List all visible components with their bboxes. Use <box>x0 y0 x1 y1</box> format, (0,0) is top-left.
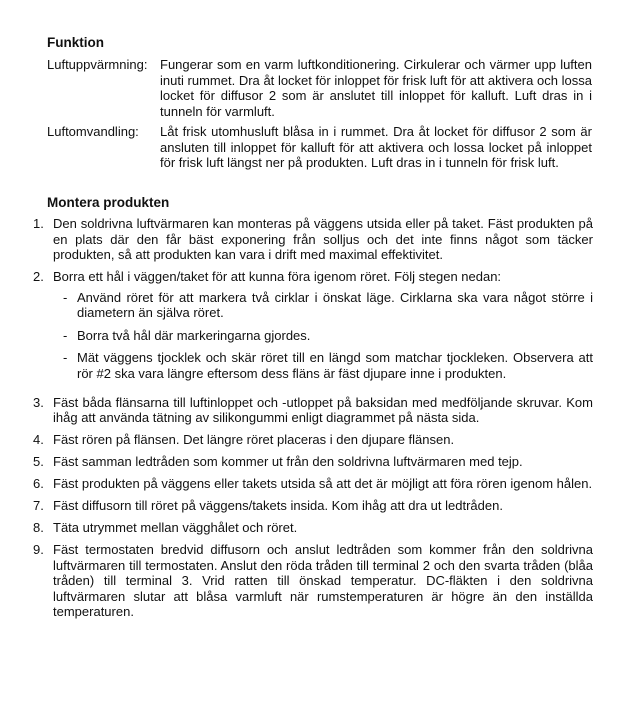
funktion-text: Låt frisk utomhusluft blåsa in i rummet. Dra åt locket för diffusor 2 som är ansluten till inloppet för kalluft för att aktivera och lossa locket på inloppet för frisk luft längst ner på produkten. Luft dras in i tunneln för frisk luft. <box>160 124 592 170</box>
step-text: Täta utrymmet mellan vägghålet och röret. <box>53 520 298 535</box>
funktion-row-luftomvandling <box>47 124 592 171</box>
funktion-text: Fungerar som en varm luftkonditionering. Cirkulerar och värmer upp luften inuti rummet. Dra åt locket för inloppet för frisk luft för att aktivera och lossa locket för diffusor 2 som är anslutet till inloppet för kalluft. Luft dras in i tunneln för varmluft. <box>160 57 592 119</box>
step-item <box>33 498 593 514</box>
substep-dash: - <box>63 289 68 305</box>
step-body <box>53 498 593 514</box>
funktion-heading: Funktion <box>47 35 104 50</box>
step-number: 3. <box>33 394 44 410</box>
step-item <box>33 395 593 426</box>
montera-heading: Montera produkten <box>47 195 170 210</box>
step-text: Fäst rören på flänsen. Det längre röret placeras i den djupare flänsen. <box>53 432 455 447</box>
substep-dash: - <box>63 350 68 365</box>
step-number: 1. <box>33 216 44 231</box>
step-item <box>33 269 593 388</box>
step-item <box>33 520 593 536</box>
step-number: 2. <box>33 269 44 284</box>
funktion-label: Luftomvandling: <box>47 124 139 139</box>
step-body <box>53 395 593 426</box>
substep-item <box>53 328 593 344</box>
step-body <box>53 520 593 536</box>
substep-dash: - <box>63 327 68 343</box>
step-item <box>33 542 593 620</box>
substep-text: Mät väggens tjocklek och skär röret till en längd som matchar tjockleken. Observera att rör #2 ska vara längre eftersom dess fläns är fäst djupare inne i produkten. <box>77 350 593 381</box>
step-text: Borra ett hål i väggen/taket för att kunna föra igenom röret. Följ stegen nedan: <box>53 269 502 284</box>
substep-list <box>53 290 593 382</box>
step-text: Fäst diffusorn till röret på väggens/takets insida. Kom ihåg att dra ut ledtråden. <box>53 498 503 513</box>
substep-item <box>53 350 593 381</box>
step-item <box>33 454 593 470</box>
step-body <box>53 542 593 620</box>
step-item <box>33 216 593 263</box>
montera-steps-list <box>33 216 593 626</box>
step-text: Den soldrivna luftvärmaren kan monteras på väggens utsida eller på taket. Fäst produkten på en plats där den får bäst exponering från solljus och det inte finns något som täcker produkten, så att produkten kan vara i drift med maximal effektivitet. <box>53 216 593 262</box>
step-body <box>53 476 593 492</box>
substep-item <box>53 290 593 321</box>
step-number: 7. <box>33 498 44 513</box>
step-number: 9. <box>33 542 44 557</box>
step-number: 8. <box>33 520 44 535</box>
step-item <box>33 476 593 492</box>
step-body <box>53 454 593 470</box>
step-body <box>53 269 593 388</box>
step-body <box>53 216 593 263</box>
step-text: Fäst båda flänsarna till luftinloppet och -utloppet på baksidan med medföljande skruvar. Kom ihåg att använda tätning av silikongummi enligt diagrammet på nästa sida. <box>53 394 593 425</box>
funktion-label: Luftuppvärmning: <box>47 57 148 72</box>
step-text: Fäst samman ledtråden som kommer ut från den soldrivna luftvärmaren med tejp. <box>53 454 523 469</box>
step-number: 4. <box>33 432 44 447</box>
substep-text: Använd röret för att markera två cirklar i önskat läge. Cirklarna ska vara något större i diametern än själva röret. <box>77 289 593 320</box>
step-body <box>53 432 593 448</box>
step-text: Fäst produkten på väggens eller takets utsida så att det är möjligt att föra rören igenom hålen. <box>53 476 593 491</box>
step-text: Fäst termostaten bredvid diffusorn och anslut ledtråden som kommer från den soldrivna luftvärmaren till termostaten. Anslut den röda tråden till terminal 2 och den svarta tråden (blåa tråden) till terminal 3. Vrid ratten till önskad temperatur. DC-fläkten i den soldrivna luftvärmaren slutar att blåsa varmluft när rumstemperaturen är högre än den inställda temperaturen. <box>53 542 593 619</box>
substep-text: Borra två hål där markeringarna gjordes. <box>77 327 311 343</box>
funktion-row-luftuppvarmning <box>47 57 592 119</box>
step-item <box>33 432 593 448</box>
step-number: 6. <box>33 476 44 491</box>
step-number: 5. <box>33 454 44 469</box>
